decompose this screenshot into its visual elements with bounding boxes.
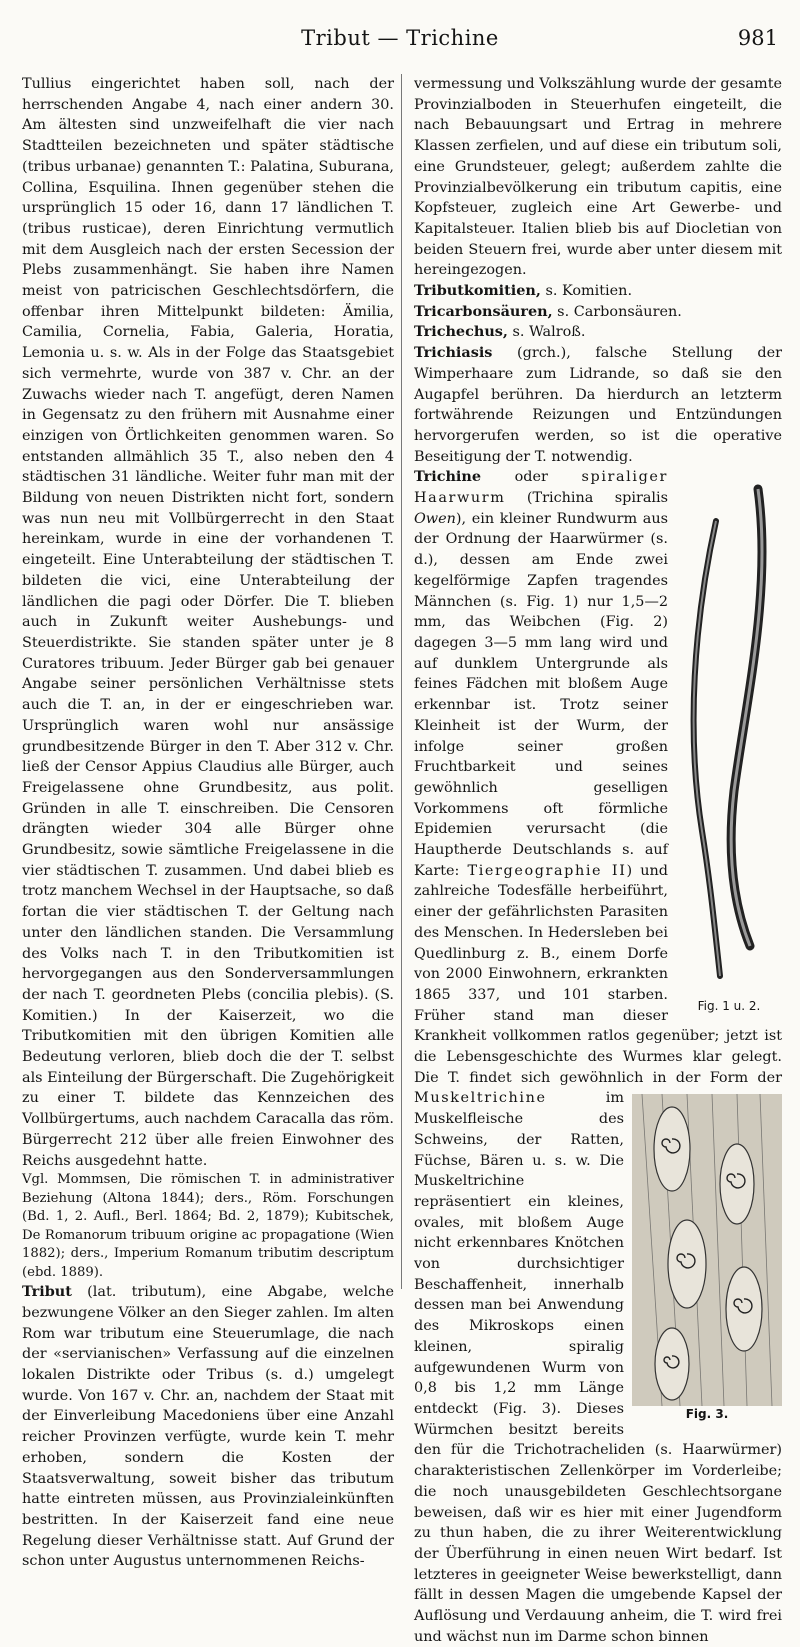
worm-illustration bbox=[676, 471, 782, 996]
entry-trichine-text-e: im Muskelfleische des Schweins, der Ratten, Füchse, Bären u. s. w. Die Muskeltrichine repräsentiert ein kleines, ovales, mit bloßem Auge nicht erkennbares Knötchen von durchsichtiger Beschaffenheit, innerhalb dessen man bei Anwendung des Mikroskops einen kleinen, spiralig aufgewundenen Wurm von 0,8 bis 1,2 mm Länge entdeckt (Fig. 3). Dieses Würmchen besitzt bereits den für die Trichotracheliden (s. Haarwürmer) charakteristischen Zellenkörper im Vorderleibe; die noch unausgebildeten Geschlechtsorgane beweisen, daß wir es hier mit einer Jugendform zu thun haben, die zu ihrer Weiterentwicklung der Überführung in einen neuen Wirt bedarf. Ist letzteres in geeigneter Weise bewerkstelligt, dann fällt in dessen Magen die umgebende Kapsel der Auflösung und Verdauung anheim, die T. wird frei und wächst nun im Darme schon binnen bbox=[414, 1090, 782, 1645]
entry-tribut-text: (lat. tributum), eine Abgabe, welche bezwungene Völker an den Sieger zahlen. Im alten Rom war tributum eine Steuerumlage, die nach der «servianischen» Verfassung auf die einzelnen lokalen Distrikte oder Tribus (s. d.) umgelegt wurde. Von 167 v. Chr. an, nachdem der Staat mit der Einverleibung Macedoniens über eine Anzahl reicher Provinzen verfügte, wurde kein T. mehr erhoben, sondern die Kosten der Staatsverwaltung, soweit bisher das tributum hatte eintreten müssen, aus Provinzialeinkünften bestritten. In der Kaiserzeit fand eine neue Regelung dieser Verhältnisse statt. Auf Grund der schon unter Augustus unternommenen Reichs- bbox=[22, 1284, 394, 1570]
entry-trichine-text-b: (Trichina spiralis bbox=[505, 490, 668, 507]
entry-tricarbonsaeuren bbox=[414, 302, 782, 323]
tribut-continuation: vermessung und Volkszählung wurde der gesamte Provinzialboden in Steuerhufen eingeteilt, die nach Bebauungsart und Ertrag in mehrere Klassen zerfielen, und auf diese ein tributum soli, eine Grundsteuer, gelegt; außerdem zahlte die Provinzialbevölkerung ein tributum capitis, eine Kopfsteuer, zugleich eine Art Gewerbe- und Kapitalsteuer. Italien blieb bis auf Diocletian von beiden Steuern frei, wurde aber unter diesem mit hereingezogen. bbox=[414, 76, 782, 279]
entry-trichechus bbox=[414, 322, 782, 343]
entry-tribut bbox=[22, 1282, 394, 1572]
page-title: Tribut — Trichine bbox=[301, 26, 499, 50]
tribus-text: Tullius eingerichtet haben soll, nach der herrschenden Angabe 4, nach einer andern 30. Am ältesten sind unzweifelhaft die vier nach Stadtteilen bezeichneten und später städtische (tribus urbanae) genannten T.: Palatina, Suburana, Collina, Esquilina. Ihnen gegenüber stehen die ursprünglich 15 oder 16, dann 17 ländlichen T. (tribus rusticae), deren Einrichtung vermutlich mit dem Ausgleich nach der ersten Secession der Plebs zusammenhängt. Sie haben ihre Namen meist von patricischen Geschlechtsdörfern, die offenbar ihren Mittelpunkt bildeten: Ämilia, Camilia, Cornelia, Fabia, Galeria, Horatia, Lemonia u. s. w. Als in der Folge das Staatsgebiet sich vermehrte, wurde von 387 v. Chr. an der Zuwachs wieder nach T. angefügt, deren Namen in Gegensatz zu den frühern mit Ausnahme einer einzigen von Örtlichkeiten genommen waren. So entstanden allmählich 35 T., also neben den 4 städtischen 31 ländliche. Weiter fuhr man mit der Bildung von neuen Distrikten nicht fort, sondern was nun neu mit Vollbürgerrecht in den Staat hereinkam, wurde in eine der vorhandenen T. eingeteilt. Eine Unterabteilung der städtischen T. bildeten die vici, eine Unterabteilung der ländlichen die pagi oder Dörfer. Die T. blieben auch in Zukunft weiter Aushebungs- und Steuerdistrikte. Sie standen später unter je 8 Curatores tribuum. Jeder Bürger gab bei genauer Angabe seiner persönlichen Verhältnisse stets auch die T. an, in der er eingeschrieben war. Ursprünglich waren wohl nur ansässige grundbesitzende Bürger in den T. Aber 312 v. Chr. ließ der Censor Appius Claudius alle Bürger, auch Freigelassene ohne Grundbesitz, aus polit. Gründen in alle T. einschreiben. Die Censoren drängten wieder 304 alle Bürger ohne Grundbesitz, sowie sämtliche Freigelassene in die vier städtischen T. zusammen. Und dabei blieb es trotz manchem Wechsel in der Hauptsache, so daß fortan die vier städtischen T. der Geltung nach unter den ländlichen standen. Die Versammlung des Volks nach T. in den Tributkomitien ist hervorgegangen aus den Sonderversammlungen der nach T. geordneten Plebs (concilia plebis). (S. Komitien.) In der Kaiserzeit, wo die Tributkomitien mit den übrigen Komitien alle Bedeutung verloren, blieb doch die der T. selbst als Einteilung der Bürgerschaft. Die Zugehörigkeit zu einer T. bildete das Kennzeichen des Vollbürgertums, auch nachdem Caracalla das röm. Bürgerrecht 212 über alle freien Einwohner des Reichs ausgedehnt hatte. bbox=[22, 76, 394, 1169]
entry-tricarbonsaeuren-text: s. Carbonsäuren. bbox=[552, 303, 682, 320]
entry-trichine-text-d: ) und zahlreiche Todesfälle herbeiführt, einer der gefährlichsten Parasiten des Menschen. In Hedersleben bei Quedlinburg z. B., einem Dorfe von 2000 Einwohnern, erkrankten 1865 337, und 101 starben. Früher stand man dieser Krankheit vollkommen ratlos gegenüber; jetzt ist die Lebensgeschichte des Wurmes klar gelegt. Die T. findet sich gewöhnlich in der Form der bbox=[414, 862, 782, 1086]
page-number: 981 bbox=[737, 26, 778, 50]
entry-trichine-text-c: ), ein kleiner Rundwurm aus der Ordnung der Haarwürmer (s. d.), dessen am Ende zwei kegelförmige Zapfen tragendes Männchen (s. Fig. 1) nur 1,5—2 mm, das Weibchen (Fig. 2) dagegen 3—5 mm lang wird und auf dunklem Untergrunde als feines Fädchen mit bloßem Auge erkennbar ist. Trotz seiner Kleinheit ist der Wurm, der infolge seiner großen Fruchtbarkeit und seines gewöhnlich geselligen Vorkommens oft förmliche Epidemien verursacht (die Hauptherde Deutschlands s. auf Karte: bbox=[414, 510, 668, 879]
left-column bbox=[22, 74, 394, 1572]
entry-trichine-text-a: oder bbox=[481, 469, 582, 486]
page-header bbox=[0, 26, 800, 66]
synonym-spiraliger-haarwurm: spiraliger Haarwurm bbox=[414, 469, 668, 507]
entry-tributkomitien bbox=[414, 281, 782, 302]
author-owen: Owen bbox=[414, 510, 456, 527]
headword-trichechus: Trichechus, bbox=[414, 323, 508, 341]
male-worm bbox=[694, 521, 720, 976]
figure-trichine-worms bbox=[676, 471, 782, 1016]
figure-1-2-caption: Fig. 1 u. 2. bbox=[697, 998, 761, 1013]
figure-muscle-trichine bbox=[632, 1094, 782, 1424]
headword-tricarbonsaeuren: Tricarbonsäuren, bbox=[414, 302, 553, 320]
figure-3-caption: Fig. 3. bbox=[685, 1406, 729, 1421]
map-reference: Tiergeographie II bbox=[467, 862, 627, 879]
right-column bbox=[414, 74, 782, 1647]
entry-trichiasis bbox=[414, 343, 782, 467]
headword-tribut: Tribut bbox=[22, 1283, 72, 1301]
headword-trichine: Trichine bbox=[414, 468, 482, 486]
muscle-tissue-illustration bbox=[632, 1094, 782, 1406]
headword-tributkomitien: Tributkomitien, bbox=[414, 282, 541, 300]
entry-tributkomitien-text: s. Komitien. bbox=[540, 283, 633, 300]
tribus-references: Vgl. Mommsen, Die römischen T. in administrativer Beziehung (Altona 1844); ders., Röm. Forschungen (Bd. 1, 2. Aufl., Berl. 1864; Bd. 2, 1879); Kubitschek, De Romanorum tribuum origine ac propagatione (Wien 1882); ders., Imperium Romanum tributim descriptum (ebd. 1889). bbox=[22, 1172, 394, 1280]
column-divider bbox=[401, 74, 402, 1289]
entry-trichiasis-text: (grch.), falsche Stellung der Wimperhaare zum Lidrande, so daß sie den Augapfel berühren. Da hierdurch an letzterm fortwährende Reizungen und Entzündungen hervorgerufen werden, so ist die operative Beseitigung der T. notwendig. bbox=[414, 345, 782, 465]
entry-trichine bbox=[414, 467, 782, 1647]
entry-trichechus-text: s. Walroß. bbox=[507, 324, 586, 341]
term-muskeltrichine: Muskeltrichine bbox=[414, 1090, 547, 1107]
headword-trichiasis: Trichiasis bbox=[414, 344, 493, 362]
